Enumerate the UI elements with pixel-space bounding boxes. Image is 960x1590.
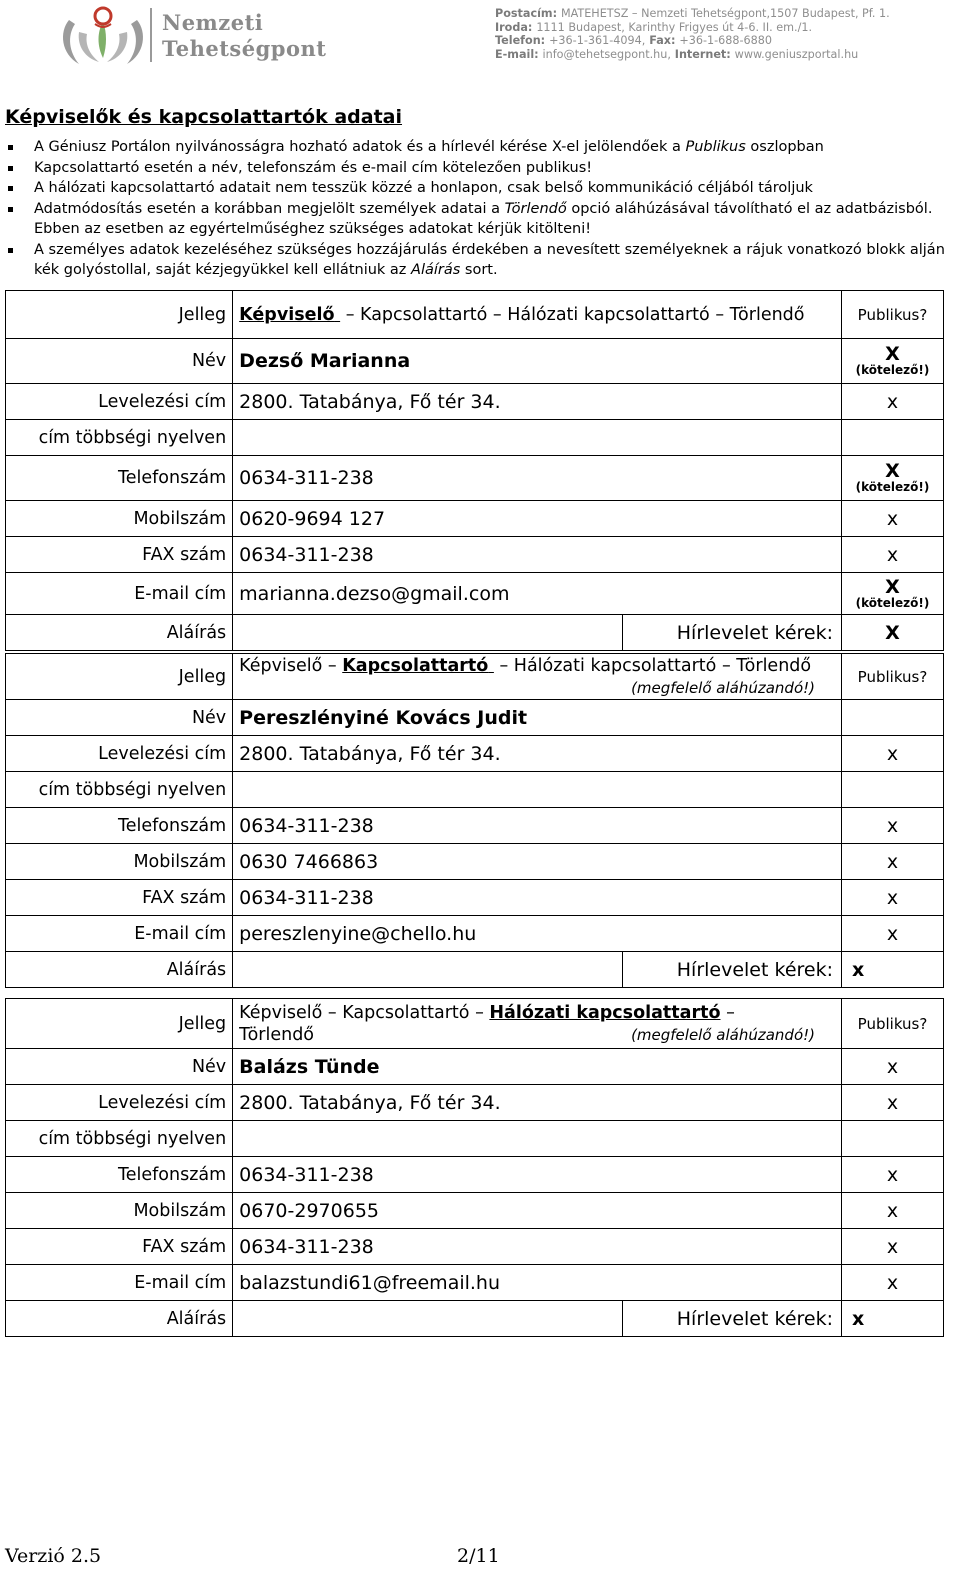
- contact-value: +36-1-688-6880: [679, 34, 773, 48]
- required-note: (kötelező!): [855, 363, 930, 377]
- dash: –: [475, 1002, 484, 1023]
- label-jelleg: Jelleg: [6, 999, 233, 1049]
- role-option-kapcsolattarto[interactable]: Kapcsolattartó: [342, 1002, 470, 1023]
- bullet-emphasis: Publikus: [685, 139, 746, 155]
- logo-line-2: Tehetségpont: [162, 36, 327, 61]
- phone-publikus[interactable]: [842, 456, 944, 501]
- newsletter-label-cell: [622, 952, 841, 987]
- bullet-emphasis: Törlendő: [504, 200, 567, 217]
- label-nev: Név: [6, 1049, 233, 1085]
- fax-publikus[interactable]: x: [842, 537, 944, 573]
- instructions-list: [8, 137, 958, 281]
- label-alairas: Aláírás: [6, 1301, 233, 1337]
- bullet-text: A személyes adatok kezeléséhez szükséges hozzájárulás érdekében a nevesített személyeknek a rájuk vonatkozó blokk alján kék golyóstollal, saját kézjegyükkel kell ellátniuk az: [34, 241, 945, 278]
- address-value[interactable]: 2800. Tatabánya, Fő tér 34.: [233, 384, 842, 420]
- label-fax: FAX szám: [6, 1229, 233, 1265]
- label-levelezesi: Levelezési cím: [6, 1085, 233, 1121]
- email-publikus[interactable]: [842, 573, 944, 615]
- role-option-kepviselo[interactable]: Képviselő: [239, 1002, 323, 1023]
- fax-publikus[interactable]: x: [842, 880, 944, 916]
- contact-block-3: [5, 998, 944, 1337]
- role-option-halozati[interactable]: Hálózati kapcsolattartó: [513, 655, 717, 676]
- logo-separator: [150, 8, 152, 62]
- role-option-kepviselo[interactable]: Képviselő: [239, 304, 335, 325]
- bullet-text: Kapcsolattartó esetén a név, telefonszám és e-mail cím kötelezően publikus!: [34, 159, 593, 176]
- mobile-value[interactable]: 0620-9694 127: [233, 501, 842, 537]
- contact-office: [495, 21, 890, 35]
- address-value[interactable]: 2800. Tatabánya, Fő tér 34.: [233, 736, 842, 772]
- list-item: [8, 178, 958, 199]
- label-mobil: Mobilszám: [6, 1193, 233, 1229]
- role-option-torlendo[interactable]: Törlendő: [736, 655, 812, 676]
- bullet-text: oszlopban: [745, 139, 824, 155]
- phone-value[interactable]: 0634-311-238: [233, 1157, 842, 1193]
- contact-block-1: [5, 290, 944, 651]
- address-publikus[interactable]: x: [842, 384, 944, 420]
- required-note: (kötelező!): [855, 480, 930, 494]
- phone-value[interactable]: 0634-311-238: [233, 808, 842, 844]
- label-alairas: Aláírás: [6, 952, 233, 988]
- contact-key: Iroda:: [495, 20, 533, 34]
- email-publikus[interactable]: x: [842, 1265, 944, 1301]
- dash: –: [499, 655, 509, 676]
- name-publikus[interactable]: [842, 700, 944, 736]
- dash: –: [726, 1002, 735, 1023]
- majority-address-publikus[interactable]: [842, 1121, 944, 1157]
- label-jelleg: Jelleg: [6, 654, 233, 700]
- fax-value[interactable]: 0634-311-238: [233, 537, 842, 573]
- name-value[interactable]: Dezső Marianna: [233, 339, 842, 384]
- newsletter-label: Hírlevelet kérek:: [676, 958, 833, 981]
- label-telefon: Telefonszám: [6, 456, 233, 501]
- name-publikus[interactable]: x: [842, 1049, 944, 1085]
- role-hint: (megfelelő aláhúzandó!): [631, 678, 815, 697]
- signature-field[interactable]: [233, 615, 842, 651]
- email-value[interactable]: marianna.dezso@gmail.com: [233, 573, 842, 615]
- label-nev: Név: [6, 339, 233, 384]
- dash: –: [345, 304, 355, 325]
- label-email: E-mail cím: [6, 916, 233, 952]
- email-value[interactable]: pereszlenyine@chello.hu: [233, 916, 842, 952]
- contact-value: info@tehetsegpont.hu,: [542, 47, 671, 61]
- email-value[interactable]: balazstundi61@freemail.hu: [233, 1265, 842, 1301]
- label-email: E-mail cím: [6, 1265, 233, 1301]
- required-note: (kötelező!): [855, 595, 930, 610]
- majority-address-publikus[interactable]: [842, 420, 944, 456]
- list-item: [8, 199, 958, 240]
- role-option-halozati[interactable]: Hálózati kapcsolattartó: [489, 1002, 721, 1023]
- majority-address-publikus[interactable]: [842, 772, 944, 808]
- label-telefon: Telefonszám: [6, 808, 233, 844]
- newsletter-label-cell: [622, 615, 841, 650]
- bullet-text: A Géniusz Portálon nyilvánosságra hozható adatok és a hírlevél kérése X-el jelölendőek a: [34, 139, 686, 155]
- publikus-header: Publikus?: [842, 654, 944, 700]
- phone-publikus[interactable]: x: [842, 1157, 944, 1193]
- label-jelleg: Jelleg: [6, 291, 233, 339]
- label-nev: Név: [6, 700, 233, 736]
- role-hint: (megfelelő aláhúzandó!): [631, 1025, 815, 1044]
- page-number: 2/11: [457, 1545, 500, 1567]
- majority-address-value[interactable]: [233, 772, 842, 808]
- publikus-header: Publikus?: [842, 291, 944, 339]
- label-tobbsegi: cím többségi nyelven: [6, 420, 233, 456]
- majority-address-value[interactable]: [233, 420, 842, 456]
- email-publikus[interactable]: x: [842, 916, 944, 952]
- name-value[interactable]: Balázs Tünde: [233, 1049, 842, 1085]
- dash: –: [327, 1002, 337, 1023]
- fax-value[interactable]: 0634-311-238: [233, 880, 842, 916]
- bullet-emphasis: Aláírás: [411, 262, 461, 278]
- role-option-torlendo[interactable]: Törlendő: [729, 304, 805, 325]
- mobile-value[interactable]: 0670-2970655: [233, 1193, 842, 1229]
- publikus-mark: X: [885, 575, 900, 598]
- bullet-text: Adatmódosítás esetén a korábban megjelölt személyek adatai a: [34, 200, 505, 217]
- role-option-kapcsolattarto[interactable]: Kapcsolattartó: [342, 655, 489, 676]
- role-option-halozati[interactable]: Hálózati kapcsolattartó: [507, 304, 710, 325]
- contact-value: MATEHETSZ – Nemzeti Tehetségpont,1507 Budapest, Pf. 1.: [560, 7, 890, 20]
- label-levelezesi: Levelezési cím: [6, 384, 233, 420]
- label-email: E-mail cím: [6, 573, 233, 615]
- list-item: [8, 158, 958, 179]
- signature-field[interactable]: [233, 1301, 842, 1337]
- contact-key: Telefon:: [495, 34, 546, 48]
- label-mobil: Mobilszám: [6, 501, 233, 537]
- mobile-publikus[interactable]: x: [842, 844, 944, 880]
- name-publikus[interactable]: [842, 339, 944, 384]
- dash: –: [492, 304, 502, 325]
- contact-value: +36-1-361-4094,: [549, 34, 646, 48]
- role-option-kapcsolattarto[interactable]: Kapcsolattartó: [360, 304, 488, 325]
- tehetsegpont-logo-icon: [55, 2, 151, 68]
- address-publikus[interactable]: x: [842, 736, 944, 772]
- label-levelezesi: Levelezési cím: [6, 736, 233, 772]
- list-item: [8, 137, 958, 158]
- role-options[interactable]: [233, 999, 842, 1049]
- label-fax: FAX szám: [6, 880, 233, 916]
- contact-phone: [495, 34, 890, 48]
- phone-value[interactable]: 0634-311-238: [233, 456, 842, 501]
- contact-key: Postacím:: [495, 7, 558, 20]
- publikus-mark: X: [885, 460, 900, 482]
- version-label: Verzió 2.5: [5, 1545, 102, 1567]
- address-value[interactable]: 2800. Tatabánya, Fő tér 34.: [233, 1085, 842, 1121]
- contact-key: Internet:: [674, 47, 731, 61]
- newsletter-mark[interactable]: X: [842, 615, 944, 651]
- mobile-publikus[interactable]: x: [842, 501, 944, 537]
- newsletter-label: Hírlevelet kérek:: [676, 621, 833, 644]
- newsletter-mark[interactable]: x: [842, 1301, 944, 1337]
- contact-key: Fax:: [649, 34, 676, 48]
- phone-publikus[interactable]: x: [842, 808, 944, 844]
- dash: –: [715, 304, 725, 325]
- newsletter-label: Hírlevelet kérek:: [676, 1307, 833, 1330]
- label-tobbsegi: cím többségi nyelven: [6, 772, 233, 808]
- contact-info: [495, 7, 890, 61]
- name-value[interactable]: Pereszlényiné Kovács Judit: [233, 700, 842, 736]
- mobile-publikus[interactable]: x: [842, 1193, 944, 1229]
- bullet-text: A hálózati kapcsolattartó adatait nem tesszük közzé a honlapon, csak belső kommunikáció céljából tároljuk: [34, 180, 813, 196]
- signature-field[interactable]: [233, 952, 842, 988]
- contact-postal: [495, 7, 890, 21]
- dash: –: [721, 655, 731, 676]
- contact-value: www.geniuszportal.hu: [734, 47, 859, 61]
- fax-publikus[interactable]: x: [842, 1229, 944, 1265]
- bullet-text: opció aláhúzásával távolítható el az adatbázisból. Ebben az esetben az egyértelműséghez szükséges adatokat kérjük kitölteni!: [34, 200, 933, 237]
- label-alairas: Aláírás: [6, 615, 233, 651]
- newsletter-label-cell: [622, 1301, 841, 1336]
- mobile-value[interactable]: 0630 7466863: [233, 844, 842, 880]
- logo-wordmark: [162, 10, 326, 62]
- publikus-mark: X: [885, 343, 900, 365]
- list-item: [8, 240, 958, 281]
- majority-address-value[interactable]: [233, 1121, 842, 1157]
- role-option-torlendo[interactable]: Törlendő: [239, 1024, 315, 1045]
- newsletter-mark[interactable]: x: [842, 952, 944, 988]
- label-tobbsegi: cím többségi nyelven: [6, 1121, 233, 1157]
- address-publikus[interactable]: x: [842, 1085, 944, 1121]
- letterhead: [0, 0, 960, 78]
- role-options[interactable]: [233, 654, 842, 700]
- page-title: Képviselők és kapcsolattartók adatai: [5, 106, 403, 128]
- role-options[interactable]: [233, 291, 842, 339]
- contact-email: [495, 48, 890, 62]
- label-fax: FAX szám: [6, 537, 233, 573]
- fax-value[interactable]: 0634-311-238: [233, 1229, 842, 1265]
- label-telefon: Telefonszám: [6, 1157, 233, 1193]
- publikus-header: Publikus?: [842, 999, 944, 1049]
- contact-key: E-mail:: [495, 47, 539, 61]
- label-mobil: Mobilszám: [6, 844, 233, 880]
- contact-value: 1111 Budapest, Karinthy Frigyes út 4-6. II. em./1.: [536, 20, 813, 34]
- contact-block-2: [5, 653, 944, 988]
- dash: –: [327, 655, 337, 676]
- bullet-text: sort.: [460, 262, 498, 278]
- role-option-kepviselo[interactable]: Képviselő: [239, 655, 323, 676]
- logo-line-1: Nemzeti: [162, 10, 264, 35]
